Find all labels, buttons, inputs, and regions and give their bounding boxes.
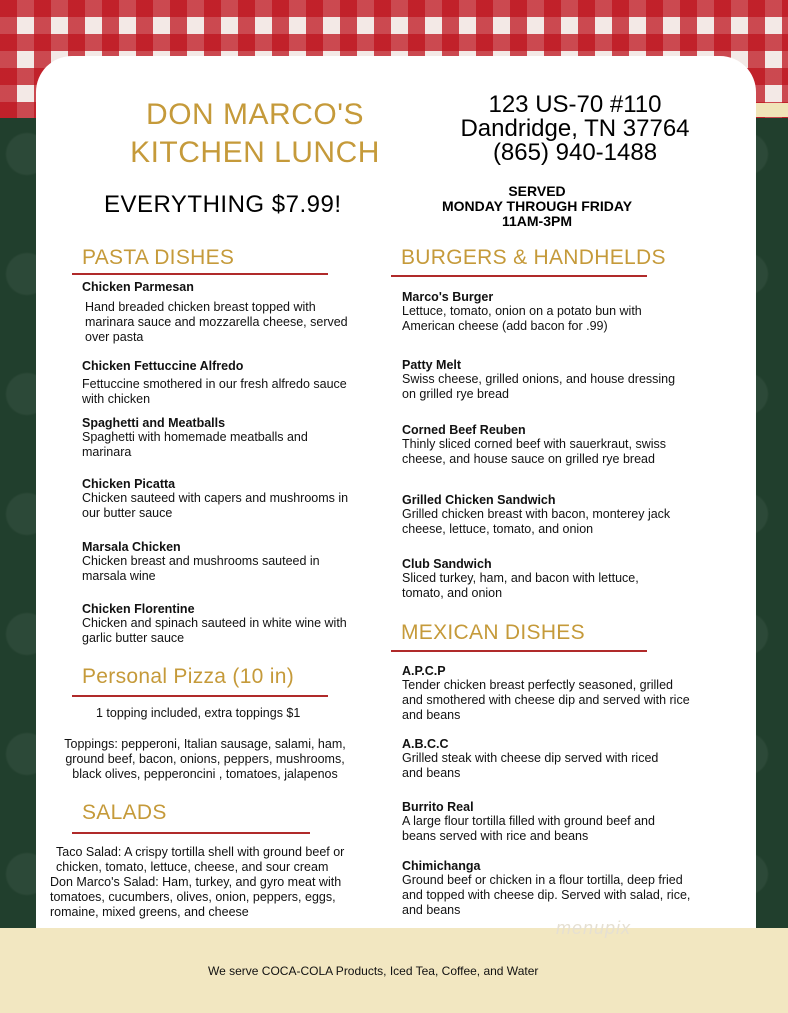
desc-line: garlic butter sauce: [82, 631, 185, 645]
desc-line: Chicken breast and mushrooms sauteed in: [82, 554, 320, 568]
pasta-item: [82, 477, 362, 521]
item-name: Chicken Fettuccine Alfredo: [82, 359, 244, 373]
item-description: [82, 430, 362, 460]
served-line-3: 11AM-3PM: [501, 213, 573, 229]
pizza-section-title: Personal Pizza (10 in): [82, 665, 295, 688]
salads-divider: [72, 832, 310, 834]
title-line-1: DON MARCO'S: [146, 98, 364, 131]
item-name: Chicken Picatta: [82, 477, 176, 491]
pasta-item: [82, 602, 362, 646]
desc-line: marinara: [82, 445, 132, 459]
item-name: Chicken Florentine: [82, 602, 195, 616]
item-name: A.B.C.C: [402, 737, 449, 751]
item-name: Chimichanga: [402, 859, 481, 873]
burger-item: [402, 358, 722, 402]
desc-line: American cheese (add bacon for .99): [402, 319, 608, 333]
served-hours: [422, 184, 652, 229]
item-description: [82, 554, 362, 584]
mexican-item: [402, 664, 722, 723]
desc-line: with chicken: [82, 392, 151, 406]
burger-item: [402, 423, 722, 467]
mexican-item: [402, 737, 722, 781]
item-description: [82, 377, 362, 407]
item-description: [402, 437, 722, 467]
salad-line: romaine, mixed greens, and cheese: [50, 905, 249, 919]
desc-line: tomato, and onion: [402, 586, 503, 600]
desc-line: cheese, and house sauce on grilled rye bread: [402, 452, 655, 466]
address-line-2: Dandridge, TN 37764: [460, 115, 690, 142]
desc-line: Grilled chicken breast with bacon, monterey jack: [402, 507, 671, 521]
item-name: Chicken Parmesan: [82, 280, 194, 294]
mexican-item: [402, 859, 722, 918]
restaurant-title: [110, 96, 400, 172]
salad-line: Taco Salad: A crispy tortilla shell with ground beef or: [56, 845, 345, 859]
desc-line: Chicken sauteed with capers and mushrooms in: [82, 491, 349, 505]
item-description: [402, 507, 722, 537]
item-description: [402, 571, 722, 601]
desc-line: Sliced turkey, ham, and bacon with lettuce,: [402, 571, 639, 585]
salad-line: tomatoes, cucumbers, olives, onion, peppers, eggs,: [50, 890, 336, 904]
desc-line: Swiss cheese, grilled onions, and house dressing: [402, 372, 676, 386]
desc-line: over pasta: [85, 330, 144, 344]
salads-list: [50, 845, 350, 920]
toppings-line: Toppings: pepperoni, Italian sausage, salami, ham,: [64, 737, 346, 751]
desc-line: Fettuccine smothered in our fresh alfredo sauce: [82, 377, 347, 391]
desc-line: Tender chicken breast perfectly seasoned, grilled: [402, 678, 673, 692]
item-name: Marco's Burger: [402, 290, 494, 304]
pizza-divider: [72, 695, 328, 697]
pasta-divider: [72, 273, 328, 275]
desc-line: and beans: [402, 766, 461, 780]
pasta-section-title: PASTA DISHES: [82, 246, 235, 269]
salads-section-title: SALADS: [82, 801, 167, 824]
desc-line: on grilled rye bread: [402, 387, 510, 401]
item-description: [402, 814, 722, 844]
desc-line: beans served with rice and beans: [402, 829, 589, 843]
pasta-item: [82, 416, 362, 460]
footer-beverages-text: We serve COCA-COLA Products, Iced Tea, Coffee, and Water: [208, 964, 539, 978]
address-block: [455, 93, 695, 165]
item-name: A.P.C.P: [402, 664, 446, 678]
desc-line: marsala wine: [82, 569, 156, 583]
item-description: [402, 304, 722, 334]
title-line-2: KITCHEN LUNCH: [130, 136, 380, 169]
salad-line: chicken, tomato, lettuce, cheese, and sour cream: [56, 860, 329, 874]
burgers-divider: [391, 275, 647, 277]
desc-line: Ground beef or chicken in a flour tortilla, deep fried: [402, 873, 683, 887]
toppings-line: black olives, pepperoncini , tomatoes, jalapenos: [72, 767, 338, 781]
burger-item: [402, 290, 722, 334]
desc-line: Hand breaded chicken breast topped with: [85, 300, 316, 314]
pizza-topping-note: 1 topping included, extra toppings $1: [96, 706, 301, 720]
item-description: [402, 751, 722, 781]
burger-item: [402, 557, 722, 601]
desc-line: Spaghetti with homemade meatballs and: [82, 430, 308, 444]
desc-line: Grilled steak with cheese dip served with riced: [402, 751, 659, 765]
item-name: Patty Melt: [402, 358, 462, 372]
phone-number: (865) 940-1488: [492, 139, 658, 166]
served-line-1: SERVED: [508, 183, 566, 199]
pasta-item: [82, 359, 362, 407]
watermark-logo: menupix: [556, 918, 632, 938]
pasta-item: [82, 280, 362, 345]
salad-line: Don Marco's Salad: Ham, turkey, and gyro meat with: [50, 875, 342, 889]
desc-line: and topped with cheese dip. Served with salad, rice,: [402, 888, 691, 902]
desc-line: Thinly sliced corned beef with sauerkraut, swiss: [402, 437, 667, 451]
mexican-divider: [391, 650, 647, 652]
item-name: Corned Beef Reuben: [402, 423, 526, 437]
item-description: [82, 491, 362, 521]
item-name: Grilled Chicken Sandwich: [402, 493, 556, 507]
desc-line: A large flour tortilla filled with ground beef and: [402, 814, 655, 828]
toppings-line: ground beef, bacon, onions, peppers, mushrooms,: [65, 752, 345, 766]
item-description: [82, 300, 362, 345]
mexican-item: [402, 800, 722, 844]
pizza-toppings-list: [60, 737, 350, 782]
burger-item: [402, 493, 722, 537]
desc-line: our butter sauce: [82, 506, 173, 520]
item-description: [402, 372, 722, 402]
desc-line: Chicken and spinach sauteed in white wine with: [82, 616, 347, 630]
desc-line: Lettuce, tomato, onion on a potato bun with: [402, 304, 642, 318]
price-banner: EVERYTHING $7.99!: [104, 191, 342, 218]
desc-line: and smothered with cheese dip and served with rice: [402, 693, 690, 707]
desc-line: and beans: [402, 708, 461, 722]
item-description: [402, 873, 722, 918]
item-name: Burrito Real: [402, 800, 474, 814]
item-name: Marsala Chicken: [82, 540, 181, 554]
desc-line: and beans: [402, 903, 461, 917]
item-description: [82, 616, 362, 646]
item-description: [402, 678, 722, 723]
mexican-section-title: MEXICAN DISHES: [401, 621, 585, 644]
desc-line: cheese, lettuce, tomato, and onion: [402, 522, 594, 536]
item-name: Club Sandwich: [402, 557, 492, 571]
burgers-section-title: BURGERS & HANDHELDS: [401, 246, 666, 269]
served-line-2: MONDAY THROUGH FRIDAY: [441, 198, 633, 214]
desc-line: marinara sauce and mozzarella cheese, served: [85, 315, 348, 329]
item-name: Spaghetti and Meatballs: [82, 416, 226, 430]
pasta-item: [82, 540, 362, 584]
address-line-1: 123 US-70 #110: [488, 91, 662, 118]
